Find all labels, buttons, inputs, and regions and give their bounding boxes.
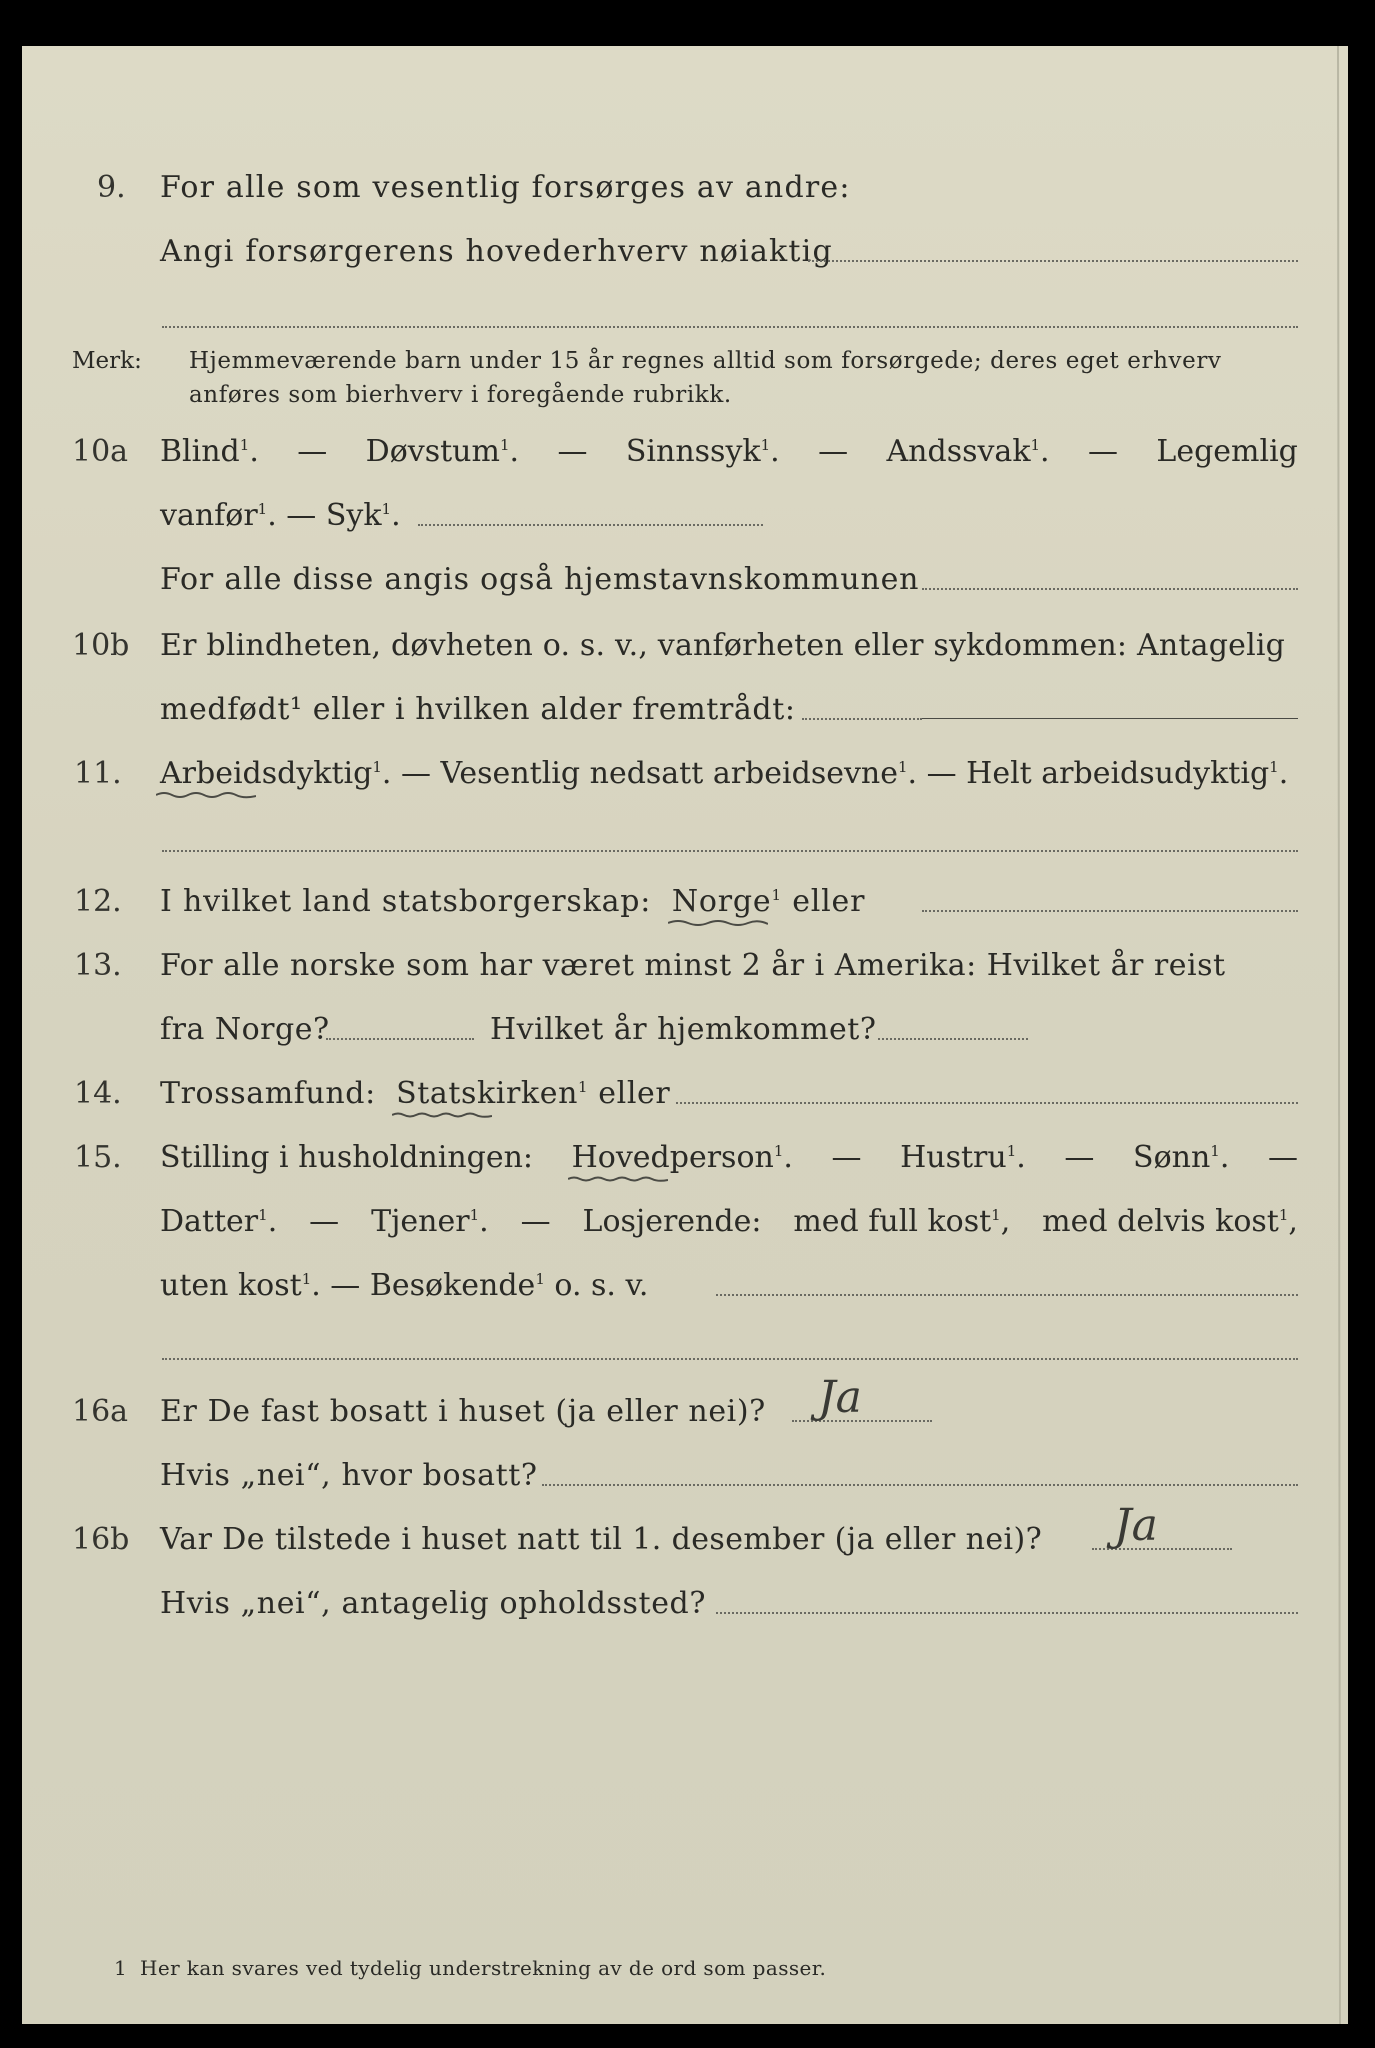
opt-norge[interactable]: Norge: [671, 884, 772, 919]
opt-sonn[interactable]: Sønn: [1133, 1140, 1211, 1175]
q13-line2b: Hvilket år hjemkommet?: [490, 1012, 877, 1047]
q15-text: Stilling i husholdningen:: [160, 1140, 534, 1175]
q10b-line2: medfødt¹ eller i hvilken alder fremtrådt:: [160, 692, 796, 727]
opt-nedsatt[interactable]: Vesentlig nedsatt arbeidsevne: [440, 756, 898, 791]
q10a-syk-field[interactable]: [418, 524, 763, 526]
merk-line2: anføres som bierhverv i foregående rubrikk.: [189, 382, 732, 408]
q9-line1: For alle som vesentlig forsørges av andre:: [160, 170, 851, 205]
q15-number: 15.: [74, 1140, 122, 1175]
q10a-line1: Blind$^1$. — Døvstum$^1$. — Sinnssyk$^1$. — Andssvak$^1$. — Legemlig: [160, 434, 1298, 469]
census-form-page: [22, 46, 1348, 2024]
opt-hovedperson[interactable]: Hovedperson: [571, 1140, 774, 1175]
opt-statskirken[interactable]: Statskirken: [396, 1076, 578, 1111]
q11-extra-field[interactable]: [162, 850, 1298, 852]
q16a-answer-field[interactable]: [792, 1420, 932, 1422]
merk-label: Merk:: [72, 348, 142, 374]
q10b-field-dotted[interactable]: [802, 718, 922, 720]
q14-eller: eller: [598, 1076, 671, 1111]
q16a-handwritten-answer: Ja: [818, 1372, 862, 1423]
q13-reist-field[interactable]: [326, 1038, 474, 1040]
q12-eller: eller: [792, 884, 866, 919]
underline-norge: [668, 918, 768, 928]
opt-besokende[interactable]: Besøkende: [369, 1268, 536, 1303]
opt-udyktig[interactable]: Helt arbeidsudyktig: [966, 756, 1270, 791]
opt-vanfor[interactable]: vanfør: [160, 498, 258, 533]
q13-line1: For alle norske som har været minst 2 år i Amerika: Hvilket år reist: [160, 948, 1226, 983]
underline-hovedperson: [568, 1174, 668, 1184]
underline-arbeidsdyktig: [156, 790, 256, 800]
q13-number: 13.: [74, 948, 122, 983]
q16a-number: 16a: [72, 1394, 129, 1429]
opt-syk[interactable]: Syk: [325, 498, 382, 533]
opt-arbeidsdyktig[interactable]: Arbeidsdyktig: [160, 756, 373, 791]
q12-text: I hvilket land statsborgerskap:: [160, 884, 652, 919]
q15-line2: Datter$^1$. — Tjener$^1$. — Losjerende: med full kost$^1$, med delvis kost$^1$,: [160, 1204, 1298, 1239]
merk-line1: Hjemmeværende barn under 15 år regnes alltid som forsørgede; deres eget erhverv: [189, 348, 1222, 374]
q15-osv: o. s. v.: [554, 1268, 649, 1303]
q10b-line1: Er blindheten, døvheten o. s. v., vanførheten eller sykdommen: Antagelig: [160, 628, 1286, 663]
opt-blind[interactable]: Blind: [160, 434, 240, 469]
q16b-opholdssted-field[interactable]: [716, 1612, 1298, 1614]
q11-number: 11.: [74, 756, 122, 791]
footnote-mark: 1: [114, 1956, 127, 1980]
q16b-handwritten-answer: Ja: [1114, 1500, 1158, 1551]
q10a-number: 10a: [72, 434, 129, 469]
q16b-number: 16b: [72, 1522, 130, 1557]
q16a-line1: Er De fast bosatt i huset (ja eller nei)?: [160, 1394, 766, 1429]
opt-legemlig[interactable]: Legemlig: [1156, 434, 1298, 469]
opt-delvis-kost[interactable]: med delvis kost: [1042, 1204, 1279, 1239]
opt-tjener[interactable]: Tjener: [371, 1204, 470, 1239]
opt-sinnssyk[interactable]: Sinnssyk: [625, 434, 761, 469]
q13-hjemkommet-field[interactable]: [878, 1038, 1028, 1040]
q12-field[interactable]: [922, 910, 1298, 912]
q11-line: Arbeidsdyktig $^1$. — Vesentlig nedsatt arbeidsevne$^1$. — Helt arbeidsudyktig$^1$.: [160, 756, 1288, 792]
q13-line2a: fra Norge?: [160, 1012, 330, 1047]
q15-field[interactable]: [716, 1294, 1298, 1296]
q16a-bosatt-field[interactable]: [542, 1484, 1298, 1486]
opt-full-kost[interactable]: med full kost: [793, 1204, 992, 1239]
underline-statskirken: [392, 1110, 492, 1120]
opt-andssvak[interactable]: Andssvak: [886, 434, 1031, 469]
q10a-line2: vanfør$^1$. — Syk$^1$.: [160, 498, 401, 533]
q10b-number: 10b: [72, 628, 130, 663]
opt-dovstum[interactable]: Døvstum: [365, 434, 500, 469]
q15-line1: Stilling i husholdningen: Hovedperson $^1$. — Hustru$^1$. — Sønn$^1$. —: [160, 1140, 1298, 1176]
q14-number: 14.: [74, 1076, 122, 1111]
q12-number: 12.: [74, 884, 122, 919]
q16b-line1: Var De tilstede i huset natt til 1. desember (ja eller nei)?: [160, 1522, 1043, 1557]
q9-line2: Angi forsørgerens hovederhverv nøiaktig: [160, 234, 833, 269]
q15-line3: uten kost$^1$. — Besøkende$^1$ o. s. v.: [160, 1268, 649, 1303]
q16b-line2: Hvis „nei“, antagelig opholdssted?: [160, 1586, 707, 1621]
opt-hustru[interactable]: Hustru: [900, 1140, 1007, 1175]
q12-line: I hvilket land statsborgerskap: Norge $^1$ eller: [160, 884, 865, 920]
q14-text: Trossamfund:: [160, 1076, 376, 1111]
q9-answer-field[interactable]: [808, 260, 1298, 262]
q9-extra-field[interactable]: [162, 326, 1298, 328]
opt-datter[interactable]: Datter: [160, 1204, 259, 1239]
q9-number: 9.: [97, 170, 126, 205]
q10a-line3: For alle disse angis også hjemstavnskommunen: [160, 562, 920, 597]
q16b-answer-field[interactable]: [1092, 1548, 1232, 1550]
q14-line: Trossamfund: Statskirken $^1$ eller: [160, 1076, 670, 1112]
q16a-line2: Hvis „nei“, hvor bosatt?: [160, 1458, 538, 1493]
opt-losjerende: Losjerende:: [582, 1204, 762, 1239]
footnote-text: Her kan svares ved tydelig understrekning av de ord som passer.: [140, 1956, 827, 1980]
q10a-hjemstavn-field[interactable]: [922, 588, 1298, 590]
q10b-field-line[interactable]: [922, 718, 1298, 719]
opt-uten-kost[interactable]: uten kost: [160, 1268, 302, 1303]
q14-field[interactable]: [676, 1102, 1298, 1104]
q15-extra-field[interactable]: [162, 1358, 1298, 1360]
